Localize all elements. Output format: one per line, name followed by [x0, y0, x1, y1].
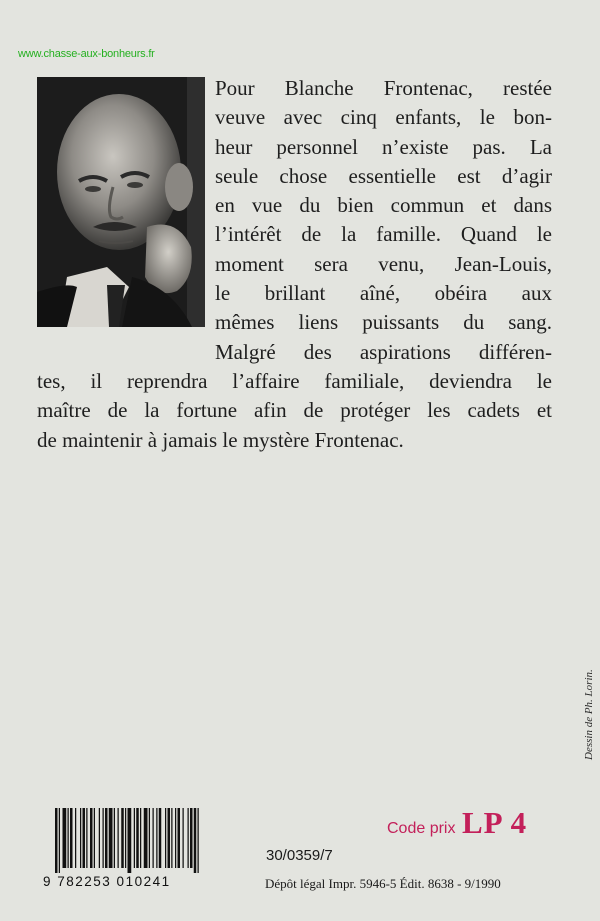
barcode-bar — [94, 808, 95, 868]
synopsis-line: Pour Blanche Frontenac, restée — [215, 76, 552, 100]
watermark-url: www.chasse-aux-bonheurs.fr — [18, 48, 155, 60]
barcode-bar — [175, 808, 176, 868]
barcode-bar — [99, 808, 100, 868]
synopsis-line: tes, il reprendra l’affaire familiale, deviendra le — [37, 368, 552, 393]
synopsis-line: en vue du bien commun et dans — [215, 193, 552, 218]
barcode-bar — [134, 808, 135, 868]
catalog-reference: 30/0359/7 — [266, 847, 333, 864]
barcode-bar — [188, 808, 189, 868]
barcode-bar — [183, 808, 184, 868]
synopsis-line: de maintenir à jamais le mystère Frontenac. — [37, 427, 404, 452]
barcode-bar — [86, 808, 87, 868]
barcode-bar — [59, 808, 60, 873]
synopsis-line: l’intérêt de la famille. Quand le — [215, 222, 552, 247]
barcode-bar — [75, 808, 76, 868]
synopsis-line: Malgré des aspirations différen- — [215, 339, 552, 364]
barcode-bar — [114, 808, 115, 868]
barcode-bar — [149, 808, 150, 868]
barcode-bar — [156, 808, 157, 868]
barcode-digits: 9 782253 010241 — [43, 874, 171, 889]
barcode-bar — [171, 808, 172, 868]
barcode-bar — [165, 808, 166, 868]
barcode-bar — [105, 808, 108, 868]
price-code-label: Code prix — [387, 820, 456, 837]
barcode-bar — [125, 808, 126, 868]
barcode-bar — [103, 808, 104, 868]
barcode — [55, 808, 243, 873]
barcode-bar — [70, 808, 73, 868]
barcode-bar — [109, 808, 113, 868]
synopsis-line: veuve avec cinq enfants, le bon- — [215, 105, 552, 130]
barcode-bar — [140, 808, 141, 868]
barcode-bar — [194, 808, 197, 873]
barcode-bar — [190, 808, 193, 868]
synopsis-line: le brillant aîné, obéira aux — [215, 281, 552, 306]
synopsis-line: heur personnel n’existe pas. La — [215, 134, 552, 159]
barcode-bar — [118, 808, 119, 868]
barcode-bar — [55, 808, 58, 873]
barcode-bar — [83, 808, 86, 868]
barcode-bar — [90, 808, 93, 868]
synopsis-line: seule chose essentielle est d’agir — [215, 163, 552, 188]
barcode-bar — [168, 808, 171, 868]
barcode-bar — [144, 808, 148, 868]
barcode-bar — [80, 808, 81, 868]
barcode-bar — [159, 808, 162, 868]
price-code-value: LP 4 — [462, 805, 528, 840]
synopsis-line: maître de la fortune afin de protéger les cadets et — [37, 398, 552, 423]
barcode-bar — [68, 808, 69, 868]
synopsis-line: moment sera venu, Jean-Louis, — [215, 251, 552, 276]
barcode-bar — [121, 808, 124, 868]
barcode-bar — [63, 808, 67, 868]
synopsis-text — [37, 74, 552, 455]
barcode-bar — [153, 808, 154, 868]
barcode-bar — [198, 808, 199, 873]
synopsis-line: mêmes liens puissants du sang. — [215, 310, 552, 335]
barcode-bar — [128, 808, 132, 873]
illustration-credit: Dessin de Ph. Lorin. — [583, 669, 595, 760]
legal-deposit-line: Dépôt légal Impr. 5946-5 Édit. 8638 - 9/1990 — [265, 876, 501, 891]
barcode-bar — [136, 808, 139, 868]
barcode-bar — [178, 808, 181, 868]
